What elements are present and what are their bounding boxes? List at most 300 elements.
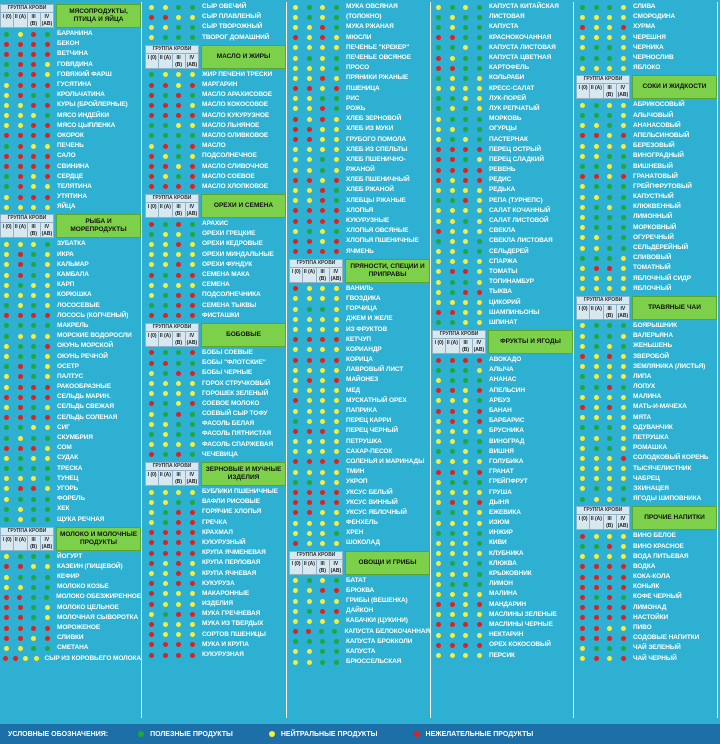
rating-cell: [617, 385, 631, 390]
rating-dots: [576, 423, 630, 433]
rating-dot-icon: [18, 415, 23, 420]
rating-cell: [459, 480, 473, 485]
blood-group-label: I (0): [578, 305, 588, 312]
rating-dot-icon: [190, 222, 195, 227]
rating-cell: [446, 56, 460, 61]
rating-cell: [330, 307, 344, 312]
food-row: [145, 378, 286, 388]
food-name: ФИСТАШКИ: [202, 311, 240, 319]
rating-dot-icon: [163, 510, 168, 515]
rating-dots: [145, 619, 199, 629]
rating-cell: [473, 602, 487, 607]
food-row: [0, 654, 141, 664]
food-name: ГРУША: [489, 488, 512, 496]
rating-cell: [289, 249, 303, 254]
food-name: ШАМПИНЬОНЫ: [489, 308, 540, 316]
blood-group-label: IV (AB): [617, 85, 629, 99]
rating-dot-icon: [4, 466, 9, 471]
rating-dot-icon: [18, 646, 23, 651]
rating-cell: [446, 76, 460, 81]
rating-dot-icon: [320, 96, 325, 101]
rating-cell: [330, 459, 344, 464]
rating-dot-icon: [594, 154, 599, 159]
food-row: [289, 247, 430, 257]
rating-dots: [576, 331, 630, 341]
rating-dot-icon: [45, 313, 50, 318]
food-name: ЯЙЦА: [57, 203, 76, 211]
rating-cell: [330, 439, 344, 444]
rating-cell: [303, 449, 317, 454]
rating-dot-icon: [149, 361, 154, 366]
rating-dot-icon: [18, 242, 23, 247]
food-name: АЛЫЧОВЫЙ: [633, 111, 674, 119]
blood-group-label: III (B): [603, 305, 616, 320]
rating-dots: [145, 100, 199, 110]
rating-dot-icon: [31, 497, 36, 502]
rating-dot-icon: [293, 358, 298, 363]
food-name: ГОРЯЧИЕ ХЛОПЬЯ: [202, 508, 262, 516]
rating-dot-icon: [580, 164, 585, 169]
food-name: КУКУРУЗНАЯ: [202, 651, 244, 659]
chart-column: [576, 2, 718, 718]
rating-dot-icon: [463, 531, 468, 536]
food-row: [576, 643, 717, 653]
rating-cell: [330, 531, 344, 536]
rating-cell: [459, 490, 473, 495]
rating-dot-icon: [463, 239, 468, 244]
rating-dot-icon: [436, 459, 441, 464]
food-name: ГРЕЧКА: [202, 518, 227, 526]
rating-cell: [289, 521, 303, 526]
food-name: СОЛЕНЬЯ И МАРИНАДЫ: [346, 457, 425, 465]
rating-cell: [473, 96, 487, 101]
food-row: [289, 457, 430, 467]
rating-dot-icon: [621, 476, 626, 481]
rating-dot-icon: [320, 510, 325, 515]
rating-dots: [576, 402, 630, 412]
rating-dot-icon: [477, 280, 482, 285]
rating-cell: [172, 273, 186, 278]
rating-dot-icon: [176, 25, 181, 30]
rating-dot-icon: [334, 307, 339, 312]
rating-dot-icon: [293, 337, 298, 342]
rating-dot-icon: [149, 283, 154, 288]
rating-cell: [303, 368, 317, 373]
rating-cell: [617, 113, 631, 118]
rating-dot-icon: [320, 588, 325, 593]
rating-cell: [159, 93, 173, 98]
rating-dot-icon: [580, 544, 585, 549]
rating-cell: [603, 103, 617, 108]
rating-dots: [576, 603, 630, 613]
rating-cell: [303, 317, 317, 322]
rating-cell: [459, 25, 473, 30]
rating-cell: [603, 5, 617, 10]
rating-dot-icon: [45, 52, 50, 57]
rating-dot-icon: [31, 517, 36, 522]
rating-cell: [316, 609, 330, 614]
rating-cell: [145, 222, 159, 227]
food-name: ПЕЧЕНЬЕ "КРЕКЕР": [346, 43, 410, 51]
food-name: ДАЙКОН: [346, 607, 374, 615]
rating-cell: [590, 235, 604, 240]
rating-cell: [289, 470, 303, 475]
rating-cell: [432, 198, 446, 203]
rating-dot-icon: [18, 405, 23, 410]
rating-dot-icon: [320, 239, 325, 244]
rating-dots: [432, 488, 486, 498]
blood-group-label: IV (AB): [186, 332, 198, 346]
rating-cell: [14, 154, 28, 159]
rating-cell: [603, 374, 617, 379]
food-name: ВОДА ПИТЬЕВАЯ: [633, 552, 689, 560]
rating-dot-icon: [320, 286, 325, 291]
rating-dot-icon: [580, 103, 585, 108]
rating-dot-icon: [307, 239, 312, 244]
rating-cell: [27, 242, 41, 247]
food-row: [0, 100, 141, 110]
rating-cell: [316, 147, 330, 152]
rating-dot-icon: [594, 286, 599, 291]
rating-dots: [0, 100, 54, 110]
rating-dot-icon: [31, 42, 36, 47]
rating-dots: [0, 362, 54, 372]
food-row: [432, 569, 573, 579]
food-row: [432, 508, 573, 518]
rating-cell: [590, 395, 604, 400]
rating-cell: [330, 76, 344, 81]
rating-cell: [289, 317, 303, 322]
rating-dot-icon: [477, 147, 482, 152]
rating-dot-icon: [45, 323, 50, 328]
rating-dots: [0, 654, 41, 664]
rating-dot-icon: [163, 422, 168, 427]
rating-dots: [0, 260, 54, 270]
rating-cell: [289, 439, 303, 444]
rating-dot-icon: [621, 354, 626, 359]
rating-dot-icon: [621, 605, 626, 610]
rating-dots: [432, 498, 486, 508]
rating-dot-icon: [580, 334, 585, 339]
rating-cell: [289, 137, 303, 142]
rating-cell: [303, 76, 317, 81]
rating-dot-icon: [450, 582, 455, 587]
rating-dot-icon: [334, 296, 339, 301]
rating-cell: [186, 442, 200, 447]
rating-dots: [576, 613, 630, 623]
rating-cell: [459, 310, 473, 315]
food-row: [145, 141, 286, 151]
rating-cell: [186, 273, 200, 278]
rating-cell: [289, 541, 303, 546]
rating-dot-icon: [621, 395, 626, 400]
rating-dot-icon: [18, 636, 23, 641]
rating-cell: [27, 636, 41, 641]
rating-dots: [576, 321, 630, 331]
rating-cell: [330, 480, 344, 485]
food-name: ВИНО КРАСНОЕ: [633, 542, 684, 550]
rating-dot-icon: [190, 35, 195, 40]
rating-dot-icon: [4, 262, 9, 267]
rating-dot-icon: [149, 154, 154, 159]
rating-dots: [432, 437, 486, 447]
rating-dot-icon: [307, 296, 312, 301]
rating-dot-icon: [307, 249, 312, 254]
rating-cell: [316, 327, 330, 332]
rating-dots: [145, 630, 199, 640]
rating-cell: [446, 168, 460, 173]
rating-dot-icon: [293, 117, 298, 122]
food-name: СОЕВЫЙ СЫР ТОФУ: [202, 410, 268, 418]
blood-group-label: III (B): [172, 471, 185, 486]
rating-dot-icon: [4, 626, 9, 631]
rating-dot-icon: [334, 208, 339, 213]
food-row: [0, 504, 141, 514]
rating-cell: [446, 66, 460, 71]
food-name: ГРУБОГО ПОМОЛА: [346, 135, 407, 143]
food-name: ОКУНЬ РЕЧНОЙ: [57, 352, 108, 360]
rating-dot-icon: [31, 554, 36, 559]
rating-dot-icon: [607, 246, 612, 251]
rating-cell: [459, 168, 473, 173]
food-row: [432, 33, 573, 43]
rating-cell: [590, 266, 604, 271]
rating-dot-icon: [594, 235, 599, 240]
food-name: ШОКОЛАД: [346, 539, 380, 547]
rating-dots: [576, 53, 630, 63]
rating-dot-icon: [4, 103, 9, 108]
rating-cell: [27, 507, 41, 512]
rating-dots: [432, 267, 486, 277]
food-name: УКСУС БЕЛЫЙ: [346, 488, 393, 496]
rating-cell: [576, 25, 590, 30]
rating-cell: [14, 32, 28, 37]
rating-cell: [459, 76, 473, 81]
rating-cell: [617, 534, 631, 539]
rating-cell: [446, 419, 460, 424]
rating-dots: [145, 151, 199, 161]
rating-dot-icon: [4, 585, 9, 590]
rating-cell: [0, 195, 14, 200]
rating-cell: [27, 123, 41, 128]
rating-dot-icon: [4, 486, 9, 491]
rating-dot-icon: [307, 45, 312, 50]
food-row: [576, 341, 717, 351]
rating-dot-icon: [580, 235, 585, 240]
rating-dot-icon: [607, 646, 612, 651]
rating-dot-icon: [163, 222, 168, 227]
food-name: КОРЮШКА: [57, 291, 92, 299]
food-name: ОКУНЬ МОРСКОЙ: [57, 342, 114, 350]
rating-cell: [576, 56, 590, 61]
rating-cell: [159, 361, 173, 366]
food-row: [145, 630, 286, 640]
rating-cell: [473, 300, 487, 305]
rating-cell: [145, 313, 159, 318]
food-name: ПЕЧЕНЬ: [57, 142, 84, 150]
rating-dots: [289, 637, 343, 647]
rating-cell: [617, 354, 631, 359]
rating-cell: [0, 595, 13, 600]
rating-dots: [432, 365, 486, 375]
rating-cell: [0, 466, 14, 471]
rating-cell: [41, 636, 55, 641]
rating-cell: [617, 266, 631, 271]
rating-cell: [0, 456, 14, 461]
food-name: СЕМЕНА: [202, 281, 230, 289]
rating-cell: [41, 575, 55, 580]
rating-dot-icon: [149, 602, 154, 607]
rating-dot-icon: [149, 432, 154, 437]
blood-group-label: II (A): [158, 471, 171, 486]
food-name: СЛИВА: [633, 3, 656, 11]
rating-cell: [186, 371, 200, 376]
rating-cell: [172, 262, 186, 267]
rating-cell: [159, 551, 173, 556]
food-name: ГРАНАТОВЫЙ: [633, 172, 678, 180]
rating-dot-icon: [176, 242, 181, 247]
rating-dot-icon: [463, 127, 468, 132]
rating-cell: [27, 344, 41, 349]
blood-group-label: I (0): [2, 224, 12, 231]
rating-cell: [27, 354, 41, 359]
rating-dot-icon: [477, 653, 482, 658]
rating-cell: [590, 184, 604, 189]
rating-dot-icon: [463, 208, 468, 213]
rating-cell: [186, 581, 200, 586]
rating-dots: [289, 477, 343, 487]
rating-dot-icon: [334, 588, 339, 593]
rating-dot-icon: [31, 364, 36, 369]
rating-cell: [0, 184, 14, 189]
rating-cell: [316, 639, 330, 644]
rating-dot-icon: [45, 405, 50, 410]
food-name: МАСЛО АРАХИСОВОЕ: [202, 91, 272, 99]
rating-cell: [330, 660, 344, 665]
rating-dot-icon: [477, 259, 482, 264]
rating-dot-icon: [18, 364, 23, 369]
rating-cell: [172, 113, 186, 118]
food-row: [0, 582, 141, 592]
rating-cell: [41, 486, 55, 491]
rating-dots: [289, 325, 343, 335]
rating-cell: [186, 174, 200, 179]
rating-cell: [316, 429, 330, 434]
rating-dots: [576, 12, 630, 22]
rating-cell: [172, 232, 186, 237]
rating-dots: [145, 290, 199, 300]
legend: [0, 724, 720, 744]
rating-dot-icon: [176, 622, 181, 627]
rating-dot-icon: [334, 470, 339, 475]
rating-cell: [289, 480, 303, 485]
rating-dot-icon: [190, 15, 195, 20]
rating-cell: [459, 56, 473, 61]
rating-dot-icon: [4, 252, 9, 257]
rating-cell: [159, 232, 173, 237]
food-row: [576, 63, 717, 73]
rating-dots: [576, 654, 630, 664]
food-name: ЛУК-ПОРЕЙ: [489, 94, 526, 102]
food-row: [0, 382, 141, 392]
rating-cell: [186, 551, 200, 556]
rating-cell: [289, 419, 303, 424]
rating-cell: [446, 368, 460, 373]
rating-dot-icon: [320, 470, 325, 475]
rating-cell: [446, 429, 460, 434]
food-row: [0, 572, 141, 582]
food-row: [145, 409, 286, 419]
rating-cell: [14, 436, 28, 441]
rating-cell: [617, 323, 631, 328]
rating-dot-icon: [4, 293, 9, 298]
rating-dot-icon: [149, 103, 154, 108]
rating-cell: [303, 541, 317, 546]
rating-dot-icon: [149, 232, 154, 237]
rating-cell: [172, 602, 186, 607]
food-row: [0, 423, 141, 433]
rating-dots: [432, 287, 486, 297]
rating-dot-icon: [477, 290, 482, 295]
rating-dot-icon: [190, 571, 195, 576]
rating-dots: [289, 206, 343, 216]
section-header: [0, 527, 141, 551]
food-row: [289, 518, 430, 528]
rating-cell: [14, 323, 28, 328]
rating-dot-icon: [607, 544, 612, 549]
rating-dot-icon: [18, 334, 23, 339]
rating-dots: [145, 141, 199, 151]
rating-cell: [145, 133, 159, 138]
rating-cell: [159, 262, 173, 267]
rating-cell: [27, 385, 41, 390]
rating-dot-icon: [334, 347, 339, 352]
food-row: [145, 487, 286, 497]
food-row: [576, 202, 717, 212]
rating-cell: [432, 643, 446, 648]
food-name: ЧАЙ ЧЕРНЫЙ: [633, 654, 677, 662]
rating-cell: [576, 45, 590, 50]
rating-cell: [172, 222, 186, 227]
rating-dot-icon: [190, 144, 195, 149]
rating-cell: [145, 561, 159, 566]
rating-cell: [303, 286, 317, 291]
rating-cell: [145, 520, 159, 525]
rating-cell: [172, 391, 186, 396]
rating-cell: [446, 320, 460, 325]
rating-cell: [315, 629, 328, 634]
rating-dot-icon: [436, 419, 441, 424]
rating-cell: [576, 497, 590, 502]
rating-dot-icon: [580, 585, 585, 590]
blood-group-label: I (0): [578, 85, 588, 92]
rating-cell: [14, 486, 28, 491]
rating-dot-icon: [477, 310, 482, 315]
rating-dot-icon: [163, 133, 168, 138]
rating-cell: [432, 449, 446, 454]
rating-cell: [186, 381, 200, 386]
rating-dot-icon: [163, 252, 168, 257]
rating-dot-icon: [4, 646, 9, 651]
rating-dot-icon: [607, 585, 612, 590]
rating-dot-icon: [293, 347, 298, 352]
rating-dot-icon: [31, 646, 36, 651]
rating-cell: [330, 588, 344, 593]
rating-cell: [316, 337, 330, 342]
rating-dot-icon: [463, 439, 468, 444]
rating-dot-icon: [477, 572, 482, 577]
rating-cell: [41, 425, 55, 430]
